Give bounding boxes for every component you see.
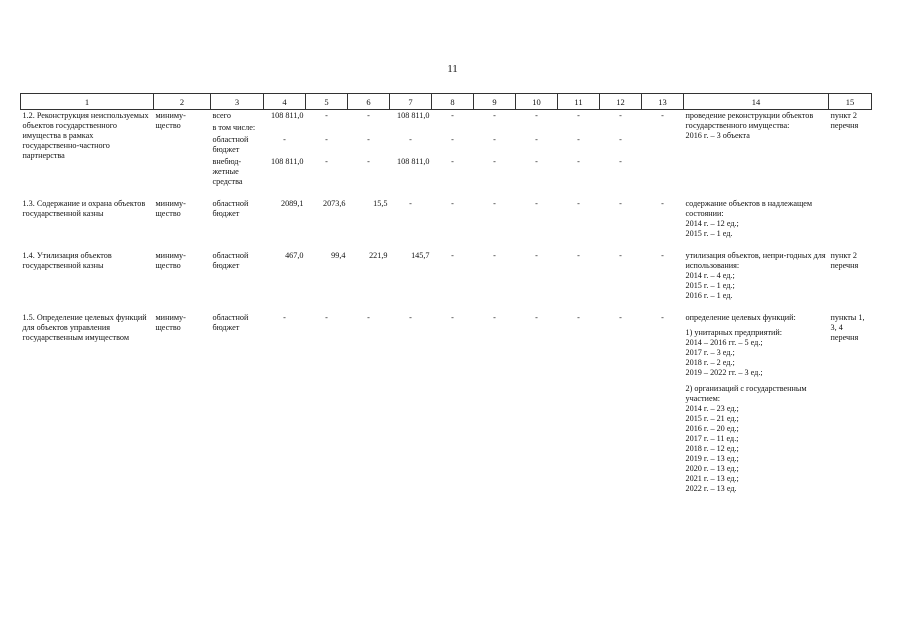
column-header: 11 — [558, 94, 600, 110]
value-cell: - — [493, 313, 496, 322]
value-cell: - — [619, 313, 622, 322]
value-cell: 108 811,0 — [271, 111, 304, 120]
result-line: 2016 г. – 20 ед.; — [685, 424, 739, 433]
value-cell: - — [451, 313, 454, 322]
result-line: 2022 г. – 13 ед. — [685, 484, 737, 493]
column-header: 10 — [516, 94, 558, 110]
funding-source: областной бюджет — [212, 251, 249, 270]
value-cell: 108 811,0 — [397, 111, 430, 120]
value-cell: - — [535, 313, 538, 322]
expected-result — [684, 110, 829, 189]
column-header: 9 — [474, 94, 516, 110]
column-header: 4 — [264, 94, 306, 110]
result-line: 2015 г. – 1 ед.; — [685, 281, 735, 290]
column-header: 6 — [348, 94, 390, 110]
value-cell: 221,9 — [369, 251, 388, 260]
result-line: 2014 г. – 4 ед.; — [685, 271, 735, 280]
value-cell: - — [451, 251, 454, 260]
value-cell: - — [493, 135, 496, 144]
value-cell: - — [619, 157, 622, 166]
funding-source: в том числе: — [212, 123, 256, 132]
value-cell: - — [619, 199, 622, 208]
value-cell: - — [493, 199, 496, 208]
value-cell: - — [619, 251, 622, 260]
value-cell: - — [325, 111, 328, 120]
result-line: 2017 г. – 11 ед.; — [685, 434, 739, 443]
value-cell: - — [325, 157, 328, 166]
value-cell: - — [577, 111, 580, 120]
value-cell: - — [367, 313, 370, 322]
page-number: 11 — [447, 63, 458, 75]
column-header: 1 — [21, 94, 154, 110]
value-cell: - — [535, 199, 538, 208]
value-cell: - — [535, 251, 538, 260]
value-cell: 15,5 — [373, 199, 388, 208]
value-cell: 108 811,0 — [397, 157, 430, 166]
value-cell: - — [451, 111, 454, 120]
value-cell: - — [577, 251, 580, 260]
value-cell: - — [493, 251, 496, 260]
funding-source: областной бюджет — [212, 313, 249, 332]
program-activities-table — [20, 93, 872, 495]
column-header: 8 — [432, 94, 474, 110]
column-header: 3 — [211, 94, 264, 110]
reference-note — [829, 198, 872, 240]
expected-result — [684, 198, 829, 240]
result-line: 2015 г. – 21 ед.; — [685, 414, 739, 423]
value-cell: - — [451, 157, 454, 166]
result-group-title: 2) организаций с государственным участием: — [685, 384, 807, 403]
value-cell: - — [661, 199, 664, 208]
result-line: 2018 г. – 2 ед.; — [685, 358, 735, 367]
expected-result — [684, 250, 829, 302]
value-cell: - — [325, 135, 328, 144]
value-cell: - — [451, 199, 454, 208]
column-numbers-row — [21, 94, 872, 110]
activity-name: 1.2. Реконструкция неиспользуемых объектов государственного имущества в рамках государственно-частного партнерства — [22, 111, 149, 160]
value-cell: - — [367, 111, 370, 120]
reference-note: пункт 2 перечня — [830, 111, 859, 130]
value-cell: - — [535, 157, 538, 166]
activity-category: миниму-щество — [155, 111, 186, 130]
activity-name: 1.3. Содержание и охрана объектов государственной казны — [22, 199, 146, 218]
value-cell: - — [409, 313, 412, 322]
value-cell: - — [535, 111, 538, 120]
value-cell: - — [367, 135, 370, 144]
column-header: 7 — [390, 94, 432, 110]
result-line: 2016 г. – 3 объекта — [685, 131, 750, 140]
column-header: 13 — [642, 94, 684, 110]
value-cell: - — [535, 135, 538, 144]
column-header: 2 — [154, 94, 211, 110]
value-cell: - — [661, 111, 664, 120]
value-cell: - — [493, 111, 496, 120]
funding-source: всего — [212, 111, 231, 120]
value-cell: - — [409, 135, 412, 144]
value-cell: - — [283, 135, 286, 144]
activity-category: миниму-щество — [155, 251, 186, 270]
value-cell: - — [619, 135, 622, 144]
value-cell: 108 811,0 — [271, 157, 304, 166]
value-cell: - — [661, 313, 664, 322]
result-text: проведение реконструкции объектов государственного имущества: — [685, 111, 814, 130]
result-line: 2018 г. – 12 ед.; — [685, 444, 739, 453]
expected-result — [684, 312, 829, 495]
value-cell: - — [577, 157, 580, 166]
value-cell: - — [367, 157, 370, 166]
table-row — [21, 110, 872, 123]
result-line: 2017 г. – 3 ед.; — [685, 348, 735, 357]
funding-source: внебюд-жетные средства — [212, 157, 243, 186]
reference-note: пункты 1, 3, 4 перечня — [830, 313, 865, 342]
table-row — [21, 250, 872, 302]
activity-name: 1.5. Определение целевых функций для объектов управления государственным имуществом — [22, 313, 147, 342]
result-text: определение целевых функций: — [685, 313, 796, 322]
activity-category: миниму-щество — [155, 199, 186, 218]
value-cell: - — [577, 135, 580, 144]
result-text: утилизация объектов, непри-годных для использования: — [685, 251, 826, 270]
result-group-title: 1) унитарных предприятий: — [685, 328, 783, 337]
value-cell: - — [577, 199, 580, 208]
result-text: содержание объектов в надлежащем состоянии: — [685, 199, 813, 218]
value-cell: 2073,6 — [322, 199, 346, 208]
table-row — [21, 312, 872, 495]
value-cell: - — [619, 111, 622, 120]
activity-name: 1.4. Утилизация объектов государственной казны — [22, 251, 112, 270]
column-header: 15 — [829, 94, 872, 110]
value-cell: 99,4 — [331, 251, 346, 260]
funding-source: областной бюджет — [212, 199, 249, 218]
value-cell: - — [283, 313, 286, 322]
result-line: 2016 г. – 1 ед. — [685, 291, 733, 300]
value-cell: - — [451, 135, 454, 144]
result-line: 2014 г. – 23 ед.; — [685, 404, 739, 413]
result-line: 2014 – 2016 гг. – 5 ед.; — [685, 338, 763, 347]
column-header: 14 — [684, 94, 829, 110]
value-cell: - — [493, 157, 496, 166]
result-line: 2015 г. – 1 ед. — [685, 229, 733, 238]
reference-note: пункт 2 перечня — [830, 251, 859, 270]
activity-category: миниму-щество — [155, 313, 186, 332]
table-row — [21, 198, 872, 240]
value-cell: 467,0 — [285, 251, 304, 260]
result-line: 2014 г. – 12 ед.; — [685, 219, 739, 228]
column-header: 12 — [600, 94, 642, 110]
value-cell: - — [661, 251, 664, 260]
value-cell: - — [577, 313, 580, 322]
value-cell: - — [409, 199, 412, 208]
result-line: 2019 г. – 13 ед.; — [685, 454, 739, 463]
funding-source: областной бюджет — [212, 135, 249, 154]
result-line: 2019 – 2022 гг. – 3 ед.; — [685, 368, 763, 377]
value-cell: - — [325, 313, 328, 322]
result-line: 2021 г. – 13 ед.; — [685, 474, 739, 483]
column-header: 5 — [306, 94, 348, 110]
result-line: 2020 г. – 13 ед.; — [685, 464, 739, 473]
value-cell: 145,7 — [411, 251, 430, 260]
value-cell: 2089,1 — [280, 199, 304, 208]
